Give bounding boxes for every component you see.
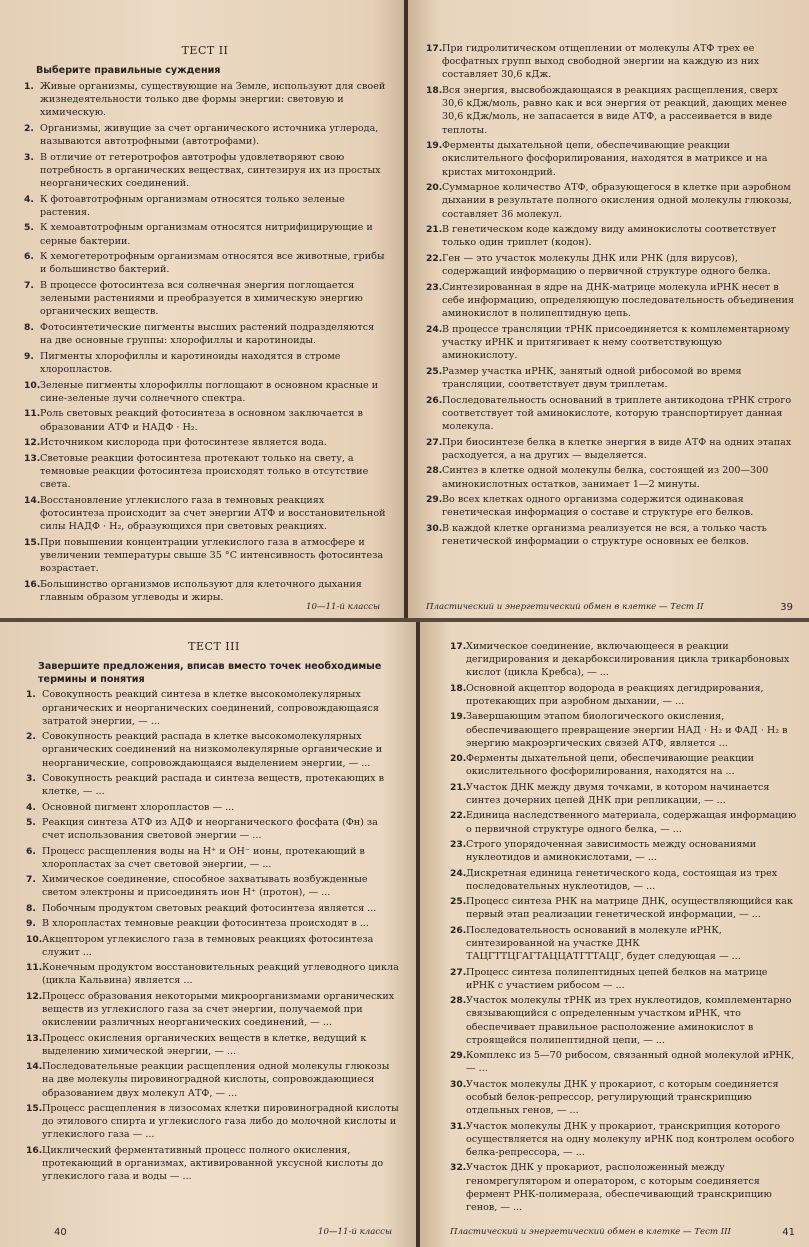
page-number: 40 bbox=[54, 1226, 67, 1238]
list-item bbox=[450, 809, 799, 835]
list-item bbox=[450, 924, 799, 964]
item-text: Совокупность реакций распада в клетке высокомолекулярных органических соединений на низкомолекулярные органические и неорганические, сопровождающаяся выделением энергии, — ... bbox=[42, 731, 383, 769]
item-text: Ген — это участок молекулы ДНК или РНК (для вирусов), содержащий информацию о первичной структуре одного белка. bbox=[442, 253, 771, 278]
list-item bbox=[24, 436, 386, 449]
item-text: Участок молекулы тРНК из трех нуклеотидов, комплементарно связывающийся с определенным участком иРНК, что обеспечивает правильное расположение аминокислот в строящейся полипептидной цепи, — ... bbox=[466, 995, 792, 1046]
item-number: 2. bbox=[24, 122, 34, 134]
item-number: 27. bbox=[426, 436, 443, 448]
item-number: 14. bbox=[26, 1061, 43, 1073]
item-number: 8. bbox=[26, 902, 36, 914]
item-number: 10. bbox=[24, 379, 41, 391]
item-number: 14. bbox=[24, 494, 41, 506]
item-text: Единица наследственного материала, содержащая информацию о первичной структуре одного белка, — ... bbox=[466, 810, 797, 835]
item-number: 28. bbox=[450, 995, 467, 1007]
item-text: Совокупность реакций распада и синтеза веществ, протекающих в клетке, — ... bbox=[42, 772, 385, 798]
list-item bbox=[450, 640, 799, 680]
list-item bbox=[24, 151, 386, 191]
list-item bbox=[26, 933, 402, 959]
item-text: Организмы, живущие за счет органического источника углерода, называются автотрофными (автотрофами). bbox=[40, 122, 379, 147]
item-number: 6. bbox=[26, 845, 36, 857]
item-text: Комплекс из 5—70 рибосом, связанный одной молекулой иРНК, — ... bbox=[466, 1050, 795, 1075]
statement-list bbox=[24, 80, 386, 604]
item-text: В процессе фотосинтеза вся солнечная энергия поглощается зелеными растениями и преобразуется в химическую энергию органических веществ. bbox=[40, 279, 363, 318]
item-number: 20. bbox=[450, 753, 467, 765]
item-text: Ферменты дыхательной цепи, обеспечивающие реакции окислительного фосфорилирования, находятся в матриксе и на кристах митохондрий. bbox=[442, 140, 768, 178]
list-item bbox=[450, 867, 799, 893]
sentence-list bbox=[450, 640, 799, 1214]
item-number: 26. bbox=[450, 924, 467, 936]
list-item bbox=[24, 193, 386, 219]
item-text: Строго упорядоченная зависимость между основаниями нуклеотидов и аминокислотами, — ... bbox=[466, 838, 757, 864]
list-item bbox=[426, 252, 795, 278]
list-item bbox=[450, 752, 799, 778]
item-number: 25. bbox=[450, 896, 467, 908]
item-number: 6. bbox=[24, 251, 34, 263]
item-text: Во всех клетках одного организма содержится одинаковая генетическая информация о составе и структуре его белков. bbox=[442, 494, 754, 519]
list-item bbox=[426, 323, 795, 363]
list-item bbox=[26, 816, 402, 842]
page-footer: Пластический и энергетический обмен в клетке — Тест II bbox=[426, 601, 704, 612]
item-number: 24. bbox=[426, 323, 443, 335]
item-number: 32. bbox=[450, 1162, 467, 1174]
item-number: 4. bbox=[26, 801, 36, 813]
list-item bbox=[26, 873, 402, 899]
list-item bbox=[426, 464, 795, 490]
list-item bbox=[426, 181, 795, 221]
item-number: 12. bbox=[26, 990, 43, 1002]
list-item bbox=[450, 966, 799, 992]
item-text: Суммарное количество АТФ, образующегося в клетке при аэробном дыхании в результате полного окисления одной молекулы глюкозы, составляет 36 молекул. bbox=[442, 182, 792, 220]
list-item bbox=[26, 845, 402, 871]
item-number: 22. bbox=[426, 253, 443, 264]
item-text: Процесс образования некоторыми микроорганизмами органических веществ из углекислого газа за счет энергии, получаемой при окислении различных неорганических соединений, — ... bbox=[42, 990, 395, 1029]
item-text: Совокупность реакций синтеза в клетке высокомолекулярных органических и неорганических соединений, сопровождающаяся затратой энергии, — ... bbox=[42, 689, 379, 727]
item-number: 26. bbox=[426, 394, 443, 406]
page-footer: 10—11-й классы bbox=[306, 601, 380, 612]
list-item bbox=[24, 250, 386, 276]
item-number: 27. bbox=[450, 966, 467, 978]
item-number: 21. bbox=[426, 224, 443, 236]
test-title: ТЕСТ II bbox=[181, 44, 229, 57]
item-number: 29. bbox=[426, 494, 443, 506]
item-number: 13. bbox=[24, 452, 41, 464]
item-number: 21. bbox=[450, 781, 467, 793]
page-footer: Пластический и энергетический обмен в клетке — Тест III bbox=[450, 1226, 731, 1237]
list-item bbox=[426, 84, 795, 137]
item-number: 9. bbox=[24, 350, 34, 362]
item-number: 7. bbox=[24, 279, 34, 291]
list-item bbox=[450, 1078, 799, 1118]
list-item bbox=[24, 221, 386, 247]
item-number: 5. bbox=[26, 816, 36, 828]
list-item bbox=[26, 1102, 402, 1142]
item-text: Участок молекулы ДНК у прокариот, транскрипция которого осуществляется на одну молекулу иРНК под контролем особого белка-репрессора, — ... bbox=[466, 1120, 795, 1158]
item-number: 11. bbox=[26, 962, 43, 974]
list-item bbox=[426, 223, 795, 249]
list-item bbox=[450, 895, 799, 921]
item-text: К хемоавтотрофным организмам относятся нитрифицирующие и серные бактерии. bbox=[40, 222, 373, 247]
item-text: Дискретная единица генетического кода, состоящая из трех последовательных нуклеотидов, — ... bbox=[466, 867, 778, 892]
item-number: 17. bbox=[450, 641, 467, 652]
item-text: Основной акцептор водорода в реакциях дегидрирования, протекающих при аэробном дыхании, — ... bbox=[466, 682, 764, 707]
item-text: В каждой клетке организма реализуется не вся, а только часть генетической информации о структуре основных ее белков. bbox=[442, 522, 767, 548]
item-text: В хлоропластах темновые реакции фотосинтеза происходят в ... bbox=[42, 918, 369, 930]
item-text: Восстановление углекислого газа в темновых реакциях фотосинтеза происходит за счет энергии АТФ и восстановительной силы НАДФ · Н₂, образующихся при световых реакциях. bbox=[40, 494, 386, 533]
list-item bbox=[24, 494, 386, 534]
list-item bbox=[26, 902, 402, 915]
item-text: При биосинтезе белка в клетке энергия в виде АТФ на одних этапах расходуется, а на других — выделяется. bbox=[442, 436, 792, 461]
item-number: 22. bbox=[450, 810, 467, 822]
page-test-2-left bbox=[0, 0, 404, 618]
item-text: Акцептором углекислого газа в темновых реакциях фотосинтеза служит ... bbox=[42, 933, 374, 958]
list-item bbox=[24, 80, 386, 120]
list-item bbox=[450, 682, 799, 708]
item-text: Большинство организмов используют для клеточного дыхания главным образом углеводы и жиры. bbox=[40, 578, 362, 603]
item-number: 8. bbox=[24, 321, 34, 333]
item-number: 18. bbox=[426, 85, 443, 96]
item-text: Синтез в клетке одной молекулы белка, состоящей из 200—300 аминокислотных остатков, занимает 1—2 минуты. bbox=[442, 465, 769, 490]
sentence-list bbox=[26, 688, 402, 1183]
item-text: Химическое соединение, способное захватывать возбужденные светом электроны и присоединять ион Н⁺ (протон), — ... bbox=[42, 874, 368, 899]
list-item bbox=[24, 379, 386, 405]
item-text: Размер участка иРНК, занятый одной рибосомой во время трансляции, соответствует двум триплетам. bbox=[442, 365, 742, 390]
item-number: 28. bbox=[426, 465, 443, 477]
item-text: Последовательные реакции расщепления одной молекулы глюкозы на две молекулы пировиноградной кислоты, сопровождающиеся образованием двух молекул АТФ, — ... bbox=[42, 1061, 390, 1099]
item-number: 12. bbox=[24, 437, 41, 449]
list-item bbox=[426, 493, 795, 519]
item-text: Основной пигмент хлоропластов — ... bbox=[42, 801, 235, 813]
item-number: 18. bbox=[450, 682, 467, 694]
item-number: 13. bbox=[26, 1032, 43, 1044]
item-number: 1. bbox=[24, 80, 34, 92]
item-number: 20. bbox=[426, 182, 443, 194]
item-text: Световые реакции фотосинтеза протекают только на свету, а темновые реакции фотосинтеза происходят только в отсутствие света. bbox=[40, 452, 369, 491]
list-item bbox=[24, 407, 386, 433]
item-number: 2. bbox=[26, 731, 36, 743]
list-item bbox=[450, 781, 799, 807]
item-number: 5. bbox=[24, 222, 34, 234]
list-item bbox=[426, 522, 795, 548]
item-text: Процесс синтеза полипептидных цепей белков на матрице иРНК с участием рибосом — ... bbox=[466, 966, 768, 991]
list-item bbox=[450, 994, 799, 1047]
item-number: 25. bbox=[426, 365, 443, 377]
item-text: Побочным продуктом световых реакций фотосинтеза является ... bbox=[42, 902, 377, 914]
item-number: 29. bbox=[450, 1050, 467, 1062]
item-number: 1. bbox=[26, 689, 36, 701]
item-number: 31. bbox=[450, 1120, 467, 1132]
item-text: Процесс расщепления в лизосомах клетки пировиноградной кислоты до этилового спирта и углекислого газа либо до молочной кислоты и углекислого газа — ... bbox=[42, 1102, 399, 1141]
item-text: Живые организмы, существующие на Земле, используют для своей жизнедеятельности только две формы энергии: световую и химическую. bbox=[40, 80, 386, 119]
item-number: 15. bbox=[26, 1102, 43, 1114]
list-item bbox=[26, 1060, 402, 1100]
item-number: 19. bbox=[426, 140, 443, 152]
item-number: 3. bbox=[26, 772, 36, 784]
item-text: Последовательность оснований в молекуле иРНК, синтезированной на участке ДНК ТАЦГТТЦГАГТАЦЦАТГТТАЦГ, будет следующая — ... bbox=[466, 924, 741, 963]
item-text: Фотосинтетические пигменты высших растений подразделяются на две основные группы: хлорофиллы и каротиноиды. bbox=[40, 321, 375, 347]
list-item bbox=[24, 122, 386, 148]
item-text: Участок ДНК между двумя точками, в котором начинается синтез дочерних цепей ДНК при репликации, — ... bbox=[466, 781, 770, 806]
item-text: Ферменты дыхательной цепи, обеспечивающие реакции окислительного фосфорилирования, находятся на ... bbox=[466, 753, 755, 778]
item-text: Процесс расщепления воды на Н⁺ и ОН⁻ ионы, протекающий в хлоропластах за счет световой энергии, — ... bbox=[42, 845, 365, 870]
item-text: Вся энергия, высвобождающаяся в реакциях расщепления, сверх 30,6 кДж/моль, равно как и вся энергия от реакций, дающих менее 30,6 кДж/моль, не запасается в виде АТФ, а рассеивается в виде теплоты. bbox=[442, 85, 787, 136]
list-item bbox=[26, 688, 402, 728]
item-text: К хемогетеротрофным организмам относятся все животные, грибы и большинство бактерий. bbox=[40, 251, 385, 276]
list-item bbox=[26, 990, 402, 1030]
item-text: К фотоавтотрофным организмам относятся только зеленые растения. bbox=[40, 193, 345, 218]
item-number: 10. bbox=[26, 933, 43, 945]
item-number: 3. bbox=[24, 151, 34, 163]
page-number: 41 bbox=[782, 1226, 795, 1238]
item-text: При гидролитическом отщеплении от молекулы АТФ трех ее фосфатных групп выход свободной энергии на каждую из них составляет 30,6 кДж. bbox=[442, 43, 760, 81]
item-number: 16. bbox=[24, 578, 41, 590]
item-text: Участок ДНК у прокариот, расположенный между геномрегулятором и оператором, с которым соединяется фермент РНК-полимераза, обеспечивающий транскрипцию генов, — ... bbox=[466, 1162, 772, 1213]
list-item bbox=[450, 838, 799, 864]
item-number: 30. bbox=[426, 522, 443, 534]
item-number: 9. bbox=[26, 918, 36, 930]
page-test-2-right bbox=[408, 0, 809, 618]
list-item bbox=[426, 139, 795, 179]
list-item bbox=[26, 961, 402, 987]
item-number: 17. bbox=[426, 43, 443, 54]
item-text: Пигменты хлорофиллы и каротиноиды находятся в строме хлоропластов. bbox=[40, 350, 341, 375]
item-text: Конечным продуктом восстановительных реакций углеводного цикла (цикла Кальвина) является ... bbox=[42, 962, 399, 987]
item-text: При повышении концентрации углекислого газа в атмосфере и увеличении температуры свыше 35 °С интенсивность фотосинтеза возрастает. bbox=[40, 536, 384, 575]
item-text: Циклический ферментативный процесс полного окисления, протекающий в организмах, активированной уксусной кислоты до углекислого газа и воды — ... bbox=[42, 1144, 384, 1183]
list-item bbox=[26, 772, 402, 798]
item-text: Процесс окисления органических веществ в клетке, ведущий к выделению химической энергии, — ... bbox=[42, 1032, 367, 1057]
list-item bbox=[24, 452, 386, 492]
item-text: Завершающим этапом биологического окисления, обеспечивающего превращение энергии НАД · Н₂ и ФАД · Н₂ в энергию макроэргических связей АТФ, является ... bbox=[466, 711, 788, 749]
item-number: 11. bbox=[24, 408, 41, 420]
page-number: 39 bbox=[780, 601, 793, 613]
item-number: 4. bbox=[24, 193, 34, 205]
item-number: 16. bbox=[26, 1144, 43, 1156]
item-number: 24. bbox=[450, 867, 467, 879]
page-test-3-right bbox=[420, 622, 809, 1247]
item-text: Источником кислорода при фотосинтезе является вода. bbox=[40, 437, 327, 449]
test-instruction: Завершите предложения, вписав вместо точек необходимые термины и понятия bbox=[38, 661, 382, 685]
item-number: 15. bbox=[24, 536, 41, 548]
item-text: В отличие от гетеротрофов автотрофы удовлетворяют свою потребность в органических веществах, синтезируя их из простых неорганических соединений. bbox=[40, 151, 381, 189]
item-text: Зеленые пигменты хлорофиллы поглощают в основном красные и сине-зеленые лучи солнечного спектра. bbox=[40, 379, 379, 404]
item-number: 30. bbox=[450, 1078, 467, 1090]
list-item bbox=[24, 350, 386, 376]
list-item bbox=[26, 801, 402, 814]
list-item bbox=[426, 281, 795, 321]
item-number: 19. bbox=[450, 711, 467, 723]
list-item bbox=[26, 1144, 402, 1184]
list-item bbox=[426, 365, 795, 391]
list-item bbox=[426, 42, 795, 82]
page-footer: 10—11-й классы bbox=[318, 1226, 392, 1237]
statement-list bbox=[426, 42, 795, 548]
list-item bbox=[450, 1049, 799, 1075]
list-item bbox=[24, 321, 386, 347]
list-item bbox=[426, 394, 795, 434]
item-text: Процесс синтеза РНК на матрице ДНК, осуществляющийся как первый этап реализации генетической информации, — ... bbox=[466, 896, 794, 921]
list-item bbox=[450, 1120, 799, 1160]
item-text: Синтезированная в ядре на ДНК-матрице молекула иРНК несет в себе информацию, определяющую последовательность объединения аминокислот в полипептидную цепь. bbox=[442, 281, 795, 320]
item-number: 23. bbox=[426, 281, 443, 293]
list-item bbox=[26, 730, 402, 770]
item-number: 23. bbox=[450, 838, 467, 850]
page-test-3-left bbox=[0, 622, 416, 1247]
item-text: Участок молекулы ДНК у прокариот, с которым соединяется особый белок-репрессор, регулирующий транскрипцию отдельных генов, — ... bbox=[466, 1078, 779, 1117]
list-item bbox=[24, 279, 386, 319]
list-item bbox=[26, 1032, 402, 1058]
item-text: В генетическом коде каждому виду аминокислоты соответствует только один триплет (кодон). bbox=[442, 224, 777, 249]
item-text: Последовательность оснований в триплете антикодона тРНК строго соответствует той аминокислоте, которую транспортирует данная молекула. bbox=[442, 394, 792, 432]
test-title: ТЕСТ III bbox=[188, 640, 240, 653]
list-item bbox=[426, 436, 795, 462]
item-text: Реакция синтеза АТФ из АДФ и неорганического фосфата (Фн) за счет использования световой энергии — ... bbox=[42, 816, 378, 842]
test-instruction: Выберите правильные суждения bbox=[36, 65, 221, 77]
list-item bbox=[26, 917, 402, 930]
item-text: Роль световых реакций фотосинтеза в основном заключается в образовании АТФ и НАДФ · Н₂. bbox=[40, 408, 363, 433]
list-item bbox=[24, 536, 386, 576]
item-text: В процессе трансляции тРНК присоединяется к комплементарному участку иРНК и притягивает к нему соответствующую аминокислоту. bbox=[442, 323, 790, 362]
list-item bbox=[450, 710, 799, 750]
item-text: Химическое соединение, включающееся в реакции дегидрирования и декарбоксилирования цикла трикарбоновых кислот (цикла Кребса), — ... bbox=[466, 641, 790, 679]
item-number: 7. bbox=[26, 874, 36, 886]
list-item bbox=[450, 1161, 799, 1214]
